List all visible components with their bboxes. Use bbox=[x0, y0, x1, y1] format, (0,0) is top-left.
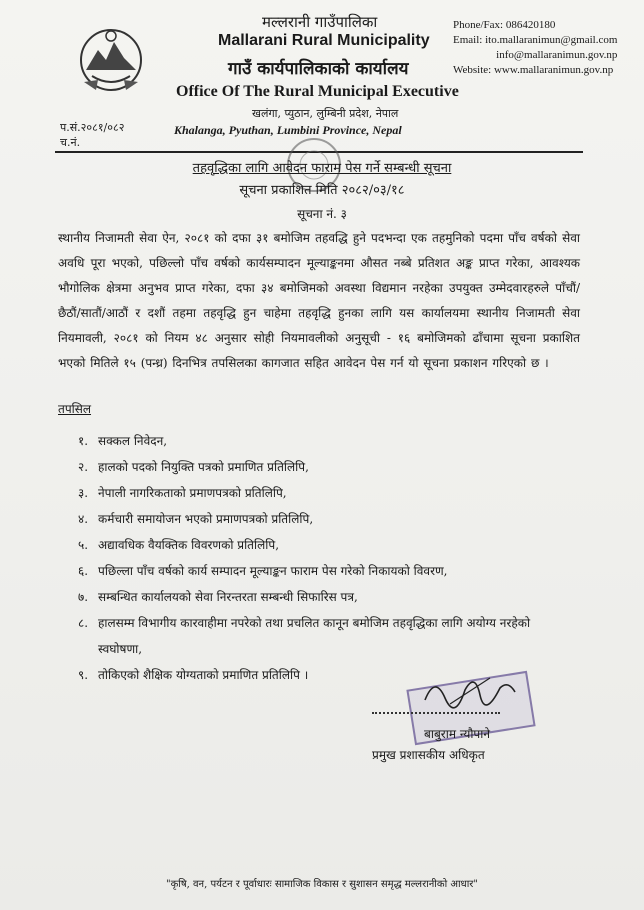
list-item bbox=[78, 506, 568, 532]
notice-number: सूचना नं. ३ bbox=[297, 207, 347, 221]
list-item-text: हालसम्म विभागीय कारवाहीमा नपरेको तथा प्रचलित कानून बमोजिम तहवृद्धिका लागि अयोग्य नरहेको स्वघोषणा, bbox=[98, 616, 531, 656]
reference-number: प.सं.२०८१/०८२ bbox=[60, 121, 125, 134]
notice-title bbox=[0, 158, 644, 176]
notice-title-text: तहवृद्धिका लागि आवेदन फाराम पेस गर्ने सम्बन्धी सूचना bbox=[192, 161, 452, 176]
list-item-number: ६. bbox=[78, 564, 89, 578]
publication-date: सूचना प्रकाशित मिति २०८२/०३/१८ bbox=[239, 183, 405, 198]
list-item-number: ५. bbox=[78, 538, 89, 552]
footer-slogan: "कृषि, वन, पर्यटन र पूर्वाधारः सामाजिक विकास र सुशासन समृद्ध मल्लरानीको आधार" bbox=[165, 879, 478, 890]
signature-scrawl bbox=[420, 670, 520, 710]
tapasil-heading: तपसिल bbox=[58, 402, 92, 416]
list-item-number: ७. bbox=[78, 590, 89, 604]
document-list bbox=[78, 428, 568, 688]
list-item bbox=[78, 610, 568, 662]
contact-block bbox=[453, 18, 617, 78]
phone-fax: Phone/Fax: 086420180 bbox=[453, 19, 556, 31]
signatory-name: बाबुराम न्यौपाने bbox=[424, 727, 491, 741]
list-item-number: ९. bbox=[78, 668, 89, 682]
dispatch-number: च.नं. bbox=[60, 136, 81, 149]
list-item-number: ४. bbox=[78, 512, 89, 526]
office-name-english: Office Of The Rural Municipal Executive bbox=[176, 83, 459, 100]
list-item bbox=[78, 480, 568, 506]
email-primary: Email: ito.mallaranimun@gmail.com bbox=[453, 34, 618, 46]
government-emblem-icon bbox=[78, 24, 144, 94]
municipality-name-nepali: मल्लरानी गाउँपालिका bbox=[262, 13, 378, 31]
list-item bbox=[78, 584, 568, 610]
list-item bbox=[78, 454, 568, 480]
list-item-text: अद्यावधिक वैयक्तिक विवरणको प्रतिलिपि, bbox=[98, 538, 280, 552]
municipality-name-english: Mallarani Rural Municipality bbox=[218, 32, 430, 49]
address-nepali: खलंगा, प्युठान, लुम्बिनी प्रदेश, नेपाल bbox=[252, 107, 399, 120]
list-item-text: सम्बन्धित कार्यालयको सेवा निरन्तरता सम्बन्धी सिफारिस पत्र, bbox=[98, 590, 358, 604]
reference-block bbox=[60, 120, 124, 150]
list-item-number: ८. bbox=[78, 616, 89, 630]
list-item-text: कर्मचारी समायोजन भएको प्रमाणपत्रको प्रतिलिपि, bbox=[98, 512, 314, 526]
list-item-text: हालको पदको नियुक्ति पत्रको प्रमाणित प्रतिलिपि, bbox=[98, 460, 309, 474]
list-item-number: २. bbox=[78, 460, 89, 474]
notice-body: स्थानीय निजामती सेवा ऐन, २०८१ को दफा ३१ बमोजिम तहवद्धि हुने पदभन्दा एक तहमुनिको पदमा पाँच वर्षको सेवा अवधि पूरा भएको, पछिल्लो पाँच वर्षको कार्यसम्पादन मूल्याङ्कनमा औसत नब्बे प्रतिशत अङ्क प्राप्त गरेका, आवश्यक भौगोलिक क्षेत्रमा अनुभव प्राप्त गरेका, दफा ३४ बमोजिमको अवस्था विद्यमान नरहेका उपयुक्त उम्मेदवारहरुले पाँचौं/छैठौं/सातौं/आठौं र दशौं तहमा तहवृद्धि हुन चाहेमा तहवृद्धि हुनका लागि यस कार्यालयमा स्थानीय निजामती सेवा नियमावली, २०८१ को नियम ४८ अनुसार सोही नियमावलीको अनुसूची - १६ बमोजिमको ढाँचामा सूचना प्रकाशित भएको मितिले १५ (पन्ध्र) दिनभित्र तपसिलका कागजात सहित आवेदन पेस गर्न यो सूचना प्रकाशन गरिएको छ । bbox=[58, 231, 580, 370]
office-name-nepali: गाउँ कार्यपालिकाको कार्यालय bbox=[228, 59, 409, 79]
list-item-text: सक्कल निवेदन, bbox=[98, 434, 168, 448]
signatory-title: प्रमुख प्रशासकीय अधिकृत bbox=[372, 748, 485, 762]
email-secondary: info@mallaranimun.gov.np bbox=[496, 49, 618, 61]
list-item bbox=[78, 558, 568, 584]
list-item-text: नेपाली नागरिकताको प्रमाणपत्रको प्रतिलिपि, bbox=[98, 486, 287, 500]
list-item-number: ३. bbox=[78, 486, 89, 500]
address-english: Khalanga, Pyuthan, Lumbini Province, Nepal bbox=[174, 123, 402, 137]
list-item bbox=[78, 532, 568, 558]
website: Website: www.mallaranimun.gov.np bbox=[453, 64, 614, 76]
list-item-number: १. bbox=[78, 434, 89, 448]
signature-line bbox=[372, 712, 500, 714]
list-item-text: तोकिएको शैक्षिक योग्यताको प्रमाणित प्रतिलिपि । bbox=[98, 668, 309, 682]
list-item-text: पछिल्ला पाँच वर्षको कार्य सम्पादन मूल्याङ्कन फाराम पेस गरेको निकायको विवरण, bbox=[98, 564, 448, 578]
list-item bbox=[78, 428, 568, 454]
